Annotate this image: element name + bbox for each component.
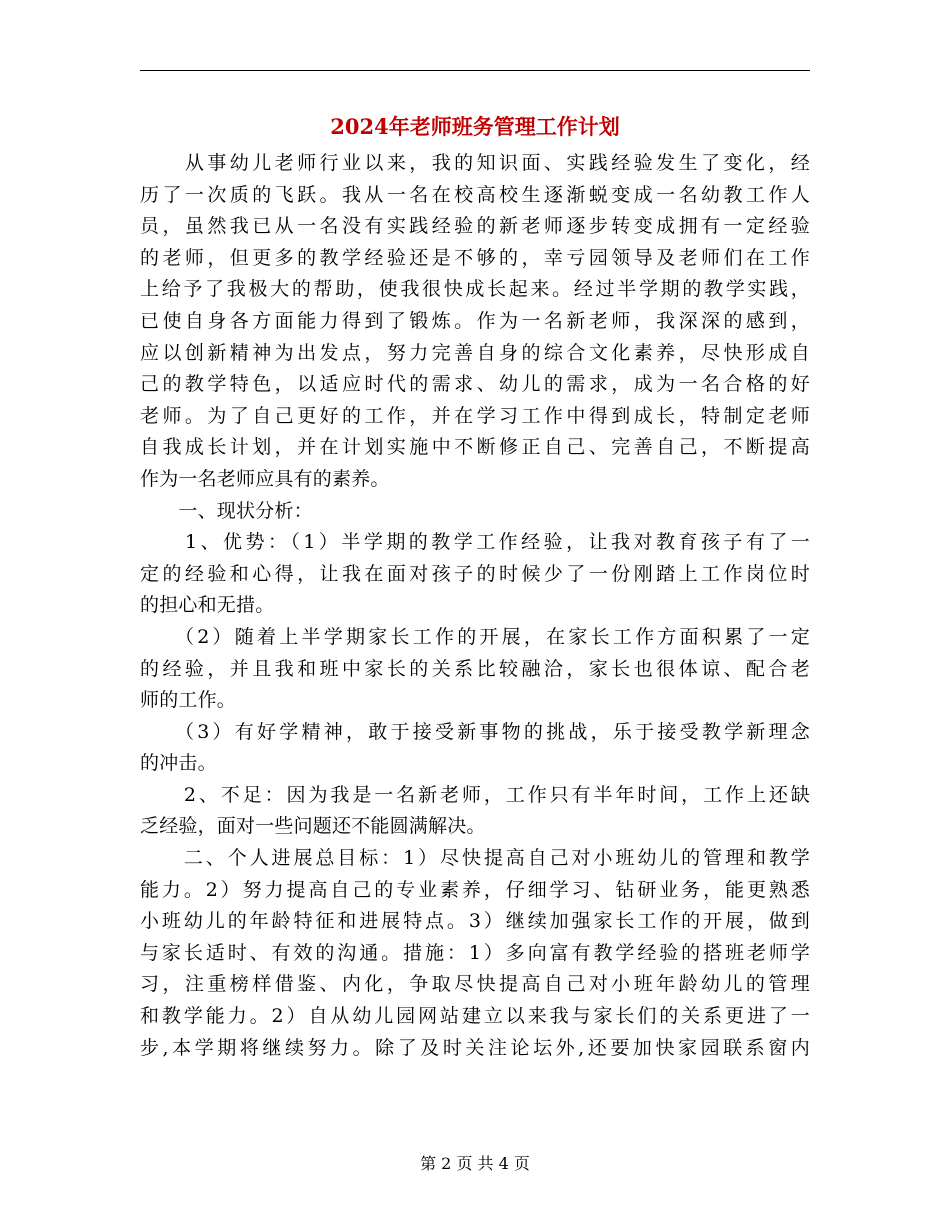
body-line: 己的教学特色，以适应时代的需求、幼儿的需求，成为一名合格的好 (140, 373, 810, 396)
body-line: 和教学能力。2）自从幼儿园网站建立以来我与家长们的关系更进了一 (140, 1005, 810, 1028)
body-line: 的老师，但更多的教学经验还是不够的，幸亏园领导及老师们在工作 (140, 246, 810, 269)
body-line: 从事幼儿老师行业以来，我的知识面、实践经验发生了变化，经 (140, 152, 810, 174)
body-line: 习，注重榜样借鉴、内化，争取尽快提高自己对小班年龄幼儿的管理 (140, 973, 810, 996)
body-line: 员，虽然我已从一名没有实践经验的新老师逐步转变成拥有一定经验 (140, 215, 810, 238)
body-line: 二、个人进展总目标：1）尽快提高自己对小班幼儿的管理和教学 (140, 847, 810, 870)
document-body (140, 148, 810, 1064)
body-line: 步,本学期将继续努力。除了及时关注论坛外,还要加快家园联系窗内 (140, 1036, 810, 1059)
body-line: 师的工作。 (140, 689, 237, 712)
page-footer: 第 2 页 共 4 页 (420, 1154, 530, 1173)
body-line: 历了一次质的飞跃。我从一名在校高校生逐渐蜕变成一名幼教工作人 (140, 183, 810, 206)
body-line: 定的经验和心得，让我在面对孩子的时候少了一份刚踏上工作岗位时 (140, 562, 810, 585)
body-line: （3）有好学精神，敢于接受新事物的挑战，乐于接受教学新理念 (140, 720, 810, 743)
document-title: 2024年老师班务管理工作计划 (330, 114, 620, 139)
body-line: 能力。2）努力提高自己的专业素养，仔细学习、钻研业务，能更熟悉 (140, 878, 810, 901)
body-line: 的经验，并且我和班中家长的关系比较融洽，家长也很体谅、配合老 (140, 657, 810, 680)
body-line: 作为一名老师应具有的素养。 (140, 467, 390, 490)
header-rule (140, 70, 810, 71)
body-line: 上给予了我极大的帮助，使我很快成长起来。经过半学期的教学实践， (140, 278, 810, 301)
body-line: 乏经验，面对一些问题还不能圆满解决。 (140, 815, 486, 838)
body-line: 小班幼儿的年龄特征和进展特点。3）继续加强家长工作的开展，做到 (140, 910, 810, 933)
body-line: 应以创新精神为出发点，努力完善自身的综合文化素养，尽快形成自 (140, 341, 810, 364)
body-line: 与家长适时、有效的沟通。措施：1）多向富有教学经验的搭班老师学 (140, 941, 810, 964)
body-line: 1、优势：（1）半学期的教学工作经验，让我对教育孩子有了一 (140, 531, 810, 554)
body-line: 2、不足：因为我是一名新老师，工作只有半年时间，工作上还缺 (140, 783, 810, 806)
body-line: 自我成长计划，并在计划实施中不断修正自己、完善自己，不断提高 (140, 436, 810, 459)
body-line: 的冲击。 (140, 752, 217, 775)
body-line: 老师。为了自己更好的工作，并在学习工作中得到成长，特制定老师 (140, 404, 810, 427)
body-line: 已使自身各方面能力得到了锻炼。作为一名新老师，我深深的感到， (140, 309, 810, 332)
body-line: （2）随着上半学期家长工作的开展，在家长工作方面积累了一定 (140, 625, 810, 648)
body-line: 一、现状分析： (140, 499, 313, 522)
body-line: 的担心和无措。 (140, 594, 275, 617)
